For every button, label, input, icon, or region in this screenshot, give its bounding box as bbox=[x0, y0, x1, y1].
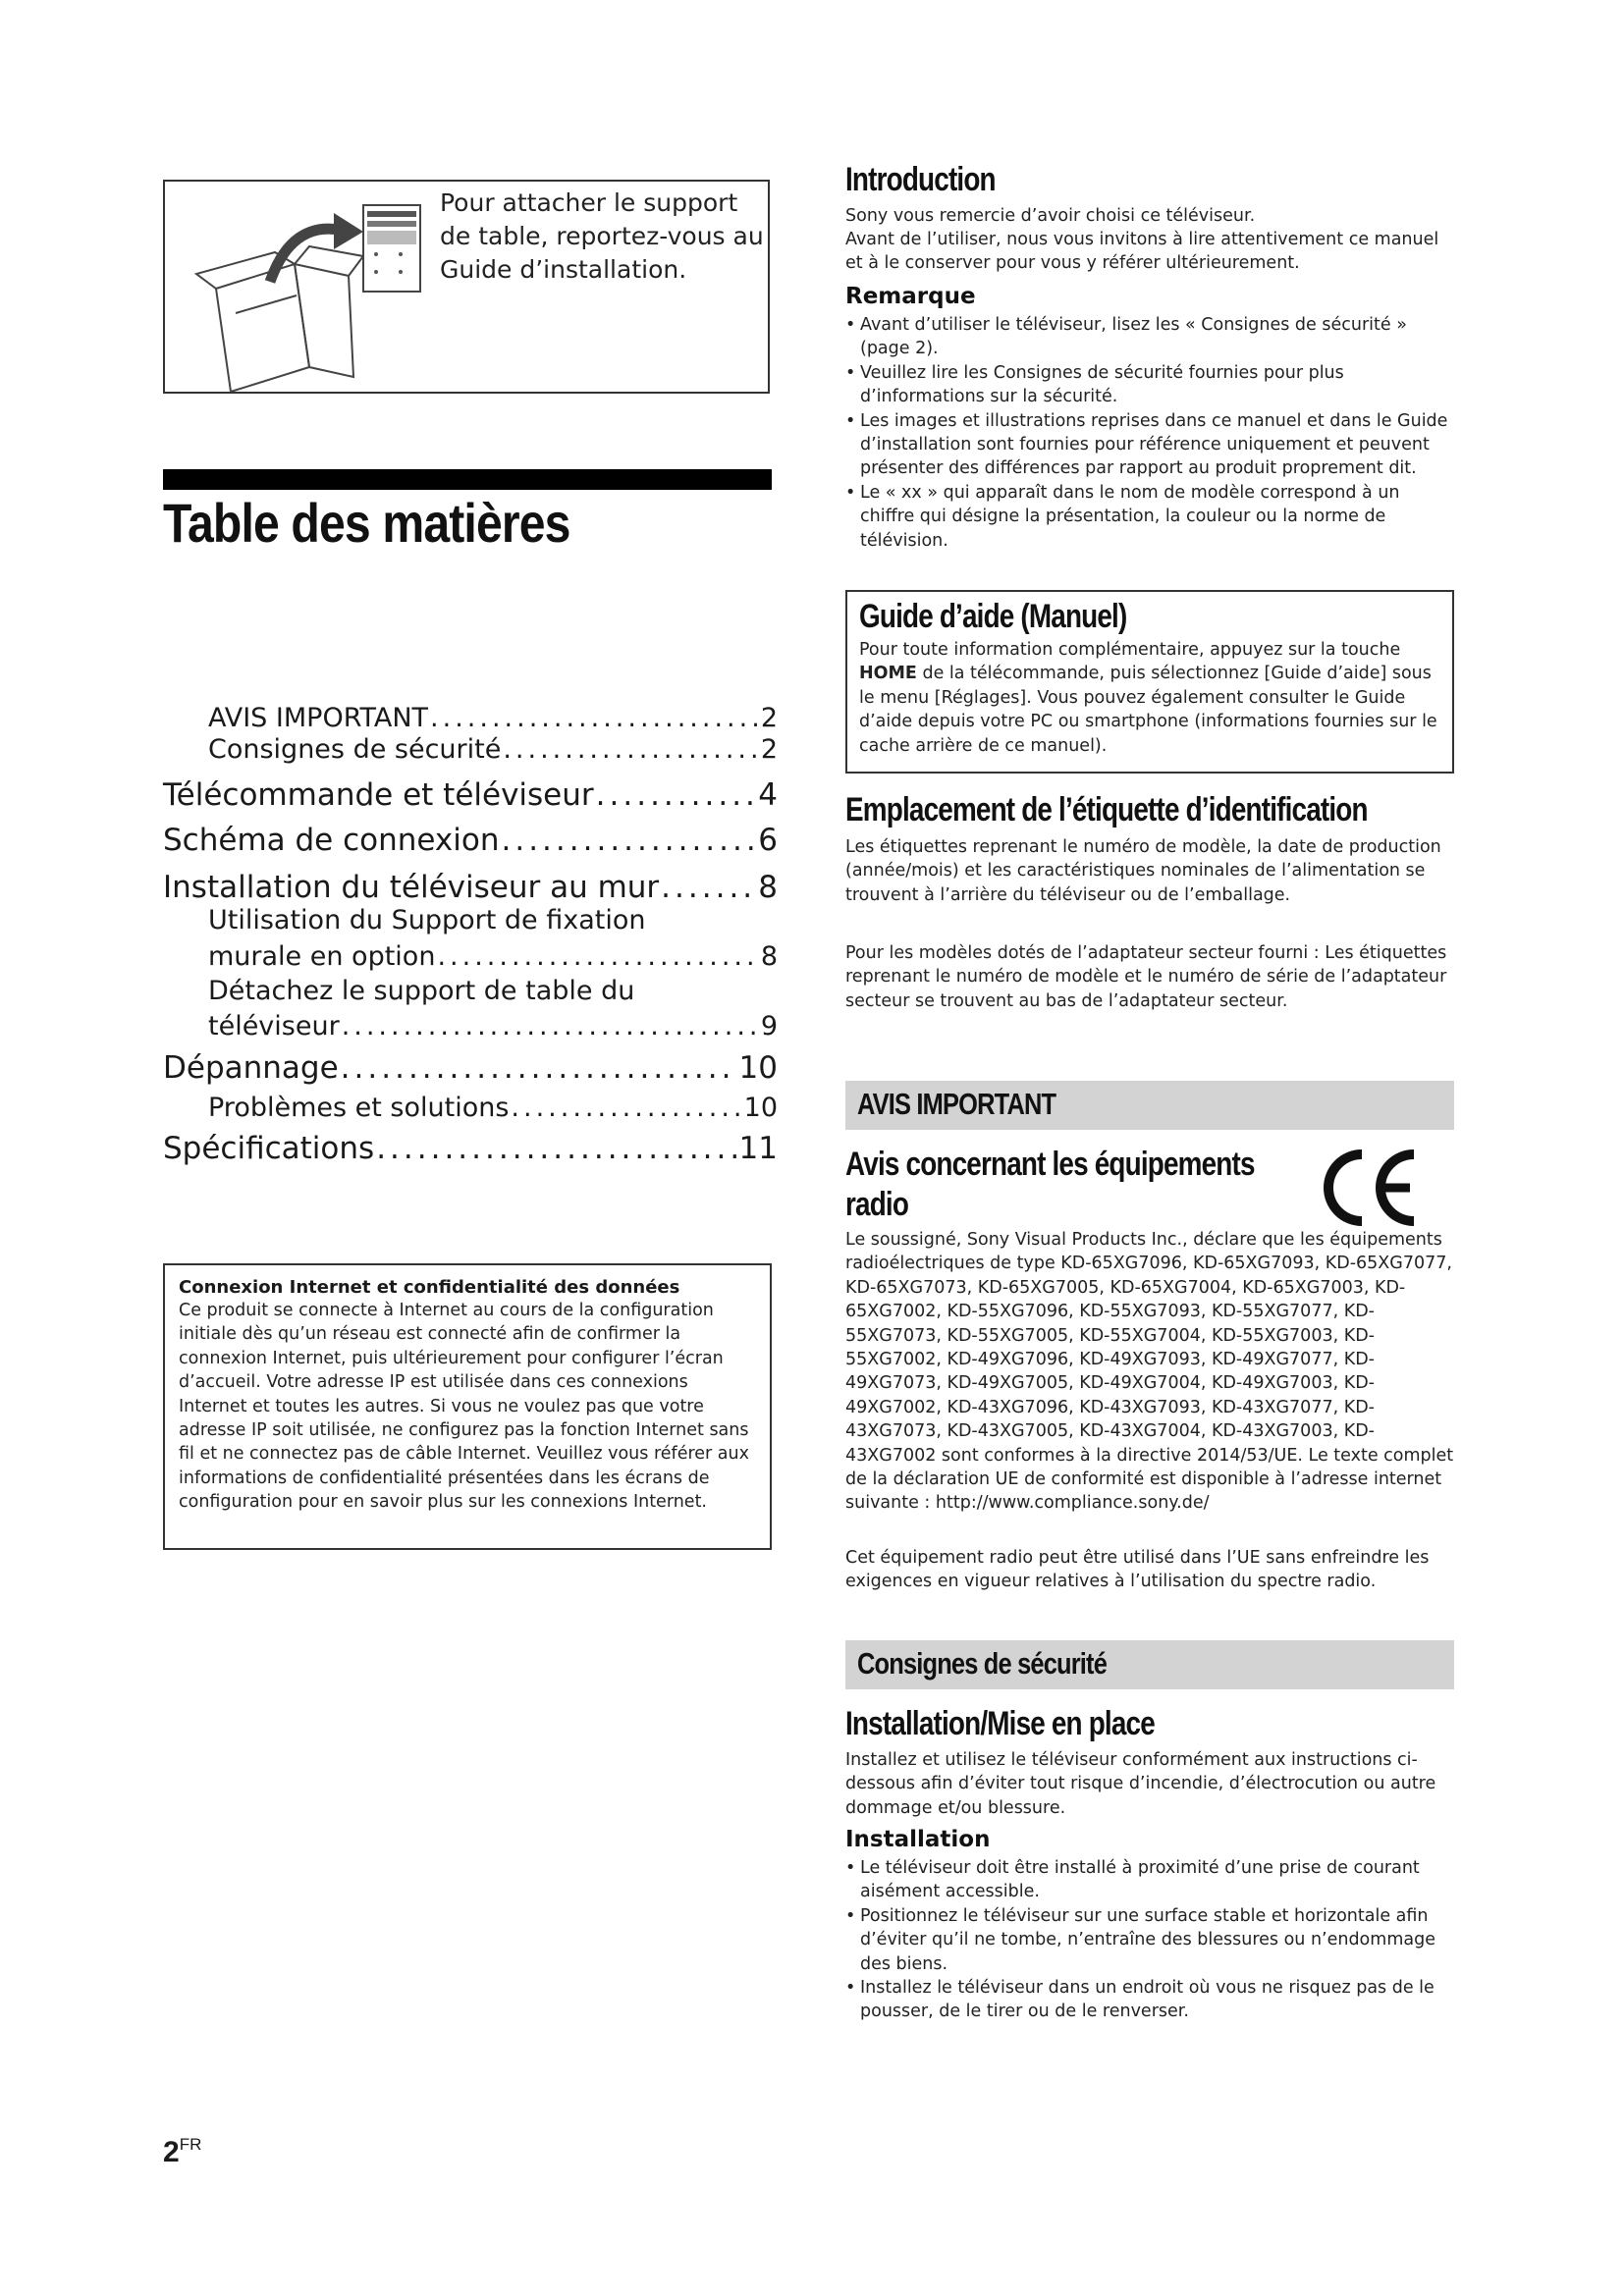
privacy-body: Ce produit se connecte à Internet au cours de la configuration initiale dès qu’un réseau est connecté afin de confirmer la connexion Internet, puis ultérieurement pour configurer l’écran d’accueil. Votre adresse IP est utilisée dans ces connexions Internet et toutes les autres. Si vous ne voulez pas que votre adresse IP soit utilisée, ne configurez pas la fonction Internet sans fil et ne connectez pas de câble Internet. Veuillez vous référer aux informations de confidentialité présentées dans les écrans de configuration pour en savoir plus sur les connexions Internet. bbox=[179, 1301, 749, 1513]
section-divider-bar bbox=[163, 469, 772, 490]
toc-entry[interactable] bbox=[163, 823, 778, 858]
toc-entry[interactable] bbox=[163, 941, 778, 972]
help-guide-text-before: Pour toute information complémentaire, appuyez sur la touche bbox=[859, 640, 1401, 660]
list-item: • Installez le téléviseur dans un endroit où vous ne risquez pas de le pousser, de le tirer ou de le renverser. bbox=[845, 1976, 1454, 2024]
toc-entry[interactable] bbox=[163, 1011, 778, 1041]
safety-band bbox=[845, 1640, 1454, 1689]
box-illustration-icon bbox=[177, 195, 432, 392]
privacy-notice-box bbox=[163, 1263, 772, 1550]
toc-leader bbox=[342, 1011, 759, 1041]
toc-entry[interactable] bbox=[163, 1050, 778, 1086]
toc-entry-page: 9 bbox=[760, 1011, 778, 1041]
toc-leader bbox=[503, 734, 758, 765]
list-item: • Le « xx » qui apparaît dans le nom de modèle correspond à un chiffre qui désigne la présentation, la couleur ou la norme de télévision. bbox=[845, 481, 1454, 553]
toc-entry[interactable] bbox=[163, 870, 778, 905]
toc-entry[interactable] bbox=[163, 703, 778, 733]
toc-leader bbox=[376, 1131, 736, 1166]
toc-leader bbox=[661, 870, 756, 905]
avis-important-title: AVIS IMPORTANT bbox=[857, 1087, 1056, 1121]
toc-leader bbox=[596, 777, 757, 813]
label-location-p2: Pour les modèles dotés de l’adaptateur secteur fourni : Les étiquettes reprenant le numéro de modèle et le numéro de série de l’adaptateur secteur se trouvent au bas de l’adaptateur secteur. bbox=[845, 943, 1447, 1011]
radio-notice-p2: Cet équipement radio peut être utilisé dans l’UE sans enfreindre les exigences en vigueur relatives à l’utilisation du spectre radio. bbox=[845, 1548, 1430, 1592]
toc-entry-page: 8 bbox=[758, 870, 778, 905]
list-item: • Avant d’utiliser le téléviseur, lisez les « Consignes de sécurité » (page 2). bbox=[845, 313, 1454, 361]
avis-important-band bbox=[845, 1081, 1454, 1130]
safety-title: Consignes de sécurité bbox=[857, 1646, 1108, 1681]
privacy-title: Connexion Internet et confidentialité des données bbox=[179, 1277, 680, 1298]
list-item: • Veuillez lire les Consignes de sécurité fournies pour plus d’informations sur la sécurité. bbox=[845, 361, 1454, 409]
help-guide-box bbox=[845, 590, 1454, 774]
toc-entry[interactable] bbox=[163, 1131, 778, 1166]
toc-entry-label: Schéma de connexion bbox=[163, 823, 500, 858]
toc-entry-page: 8 bbox=[760, 941, 778, 972]
help-guide-heading: Guide d’aide (Manuel) bbox=[859, 598, 1127, 635]
installation-list bbox=[845, 1856, 1454, 2024]
introduction-line2: Avant de l’utiliser, nous vous invitons à lire attentivement ce manuel et à le conserver pour vous y référer ultérieurement. bbox=[845, 230, 1439, 274]
toc-entry-page: 2 bbox=[760, 703, 778, 733]
introduction-heading: Introduction bbox=[845, 161, 996, 198]
installation-intro: Installez et utilisez le téléviseur conformément aux instructions ci-dessous afin d’éviter tout risque d’incendie, d’électrocution ou autre dommage et/ou blessure. bbox=[845, 1750, 1436, 1818]
toc-entry-label-line1: Utilisation du Support de fixation bbox=[208, 905, 646, 935]
label-location-p1: Les étiquettes reprenant le numéro de modèle, la date de production (année/mois) et les caractéristiques nominales de l’alimentation se trouvent à l’arrière du téléviseur ou de l’emballage. bbox=[845, 837, 1441, 905]
toc-entry-label: Télécommande et téléviseur bbox=[163, 777, 594, 813]
list-item: • Les images et illustrations reprises dans ce manuel et dans le Guide d’installation sont fournies pour référence uniquement et peuvent présenter des différences par rapport au produit proprement dit. bbox=[845, 409, 1454, 481]
radio-notice-heading-line1: Avis concernant les équipements bbox=[845, 1146, 1255, 1183]
toc-leader bbox=[437, 941, 758, 972]
installation-subheading: Installation bbox=[845, 1827, 991, 1852]
toc-entry-label: Problèmes et solutions bbox=[208, 1093, 510, 1123]
toc-entry-page: 2 bbox=[760, 734, 778, 765]
introduction-line1: Sony vous remercie d’avoir choisi ce téléviseur. bbox=[845, 206, 1256, 226]
radio-notice-heading-line2: radio bbox=[845, 1186, 909, 1223]
toc-entry-label: Spécifications bbox=[163, 1131, 375, 1166]
note-list bbox=[845, 313, 1454, 553]
label-location-heading: Emplacement de l’étiquette d’identification bbox=[845, 791, 1368, 828]
help-guide-text-after: de la télécommande, puis sélectionnez [Guide d’aide] sous le menu [Réglages]. Vous pouvez également consulter le Guide d’aide depuis votre PC ou smartphone (informations fournies sur le cache arrière de ce manuel). bbox=[859, 664, 1437, 756]
page-number-value: 2 bbox=[163, 2136, 180, 2168]
stand-notice-text: Pour attacher le support de table, reportez-vous au Guide d’installation. bbox=[440, 188, 764, 284]
toc-entry-label: murale en option bbox=[208, 941, 436, 972]
toc-entry-label: Installation du téléviseur au mur bbox=[163, 870, 660, 905]
toc-leader bbox=[341, 1050, 737, 1086]
toc-entry[interactable] bbox=[163, 734, 778, 765]
list-item: • Positionnez le téléviseur sur une surface stable et horizontale afin d’éviter qu’il ne tombe, n’entraîne des blessures ou n’endommage des biens. bbox=[845, 1904, 1454, 1976]
toc-entry-page: 11 bbox=[738, 1131, 778, 1166]
installation-heading: Installation/Mise en place bbox=[845, 1705, 1155, 1742]
radio-notice-p1: Le soussigné, Sony Visual Products Inc., déclare que les équipements radioélectriques de type KD-65XG7096, KD-65XG7093, KD-65XG7077, KD-65XG7073, KD-65XG7005, KD-65XG7004, KD-65XG7003, KD-65XG7002, KD-55XG7096, KD-55XG7093, KD-55XG7077, KD-55XG7073, KD-55XG7005, KD-55XG7004, KD-55XG7003, KD-55XG7002, KD-49XG7096, KD-49XG7093, KD-49XG7077, KD-49XG7073, KD-49XG7005, KD-49XG7004, KD-49XG7003, KD-49XG7002, KD-43XG7096, KD-43XG7093, KD-43XG7077, KD-43XG7073, KD-43XG7005, KD-43XG7004, KD-43XG7003, KD-43XG7002 sont conformes à la directive 2014/53/UE. Le texte complet de la déclaration UE de conformité est disponible à l’adresse internet suivante : http://www.compliance.sony.de/ bbox=[845, 1230, 1454, 1514]
toc-entry-page: 10 bbox=[743, 1093, 778, 1123]
toc-entry[interactable] bbox=[163, 777, 778, 813]
home-key-label: HOME bbox=[859, 664, 917, 684]
ce-mark-icon bbox=[1316, 1147, 1424, 1229]
toc-leader bbox=[511, 1093, 741, 1123]
list-item: • Le téléviseur doit être installé à proximité d’une prise de courant aisément accessible. bbox=[845, 1856, 1454, 1904]
toc-entry-label: Dépannage bbox=[163, 1050, 339, 1086]
toc-entry-label: AVIS IMPORTANT bbox=[208, 703, 429, 733]
toc-entry-label: Consignes de sécurité bbox=[208, 734, 502, 765]
toc-leader bbox=[502, 823, 757, 858]
toc-entry-label: téléviseur bbox=[208, 1011, 340, 1041]
toc-entry-page: 4 bbox=[758, 777, 778, 813]
toc-entry-label-line1: Détachez le support de table du bbox=[208, 976, 635, 1006]
toc-title: Table des matières bbox=[163, 492, 570, 554]
page-number-suffix: FR bbox=[179, 2135, 202, 2154]
toc-entry-page: 6 bbox=[758, 823, 778, 858]
toc-entry-page: 10 bbox=[738, 1050, 778, 1086]
note-heading: Remarque bbox=[845, 284, 976, 309]
help-guide-text bbox=[859, 638, 1440, 758]
page-number bbox=[163, 2135, 201, 2169]
toc-entry[interactable] bbox=[163, 1093, 778, 1123]
toc-leader bbox=[430, 703, 759, 733]
